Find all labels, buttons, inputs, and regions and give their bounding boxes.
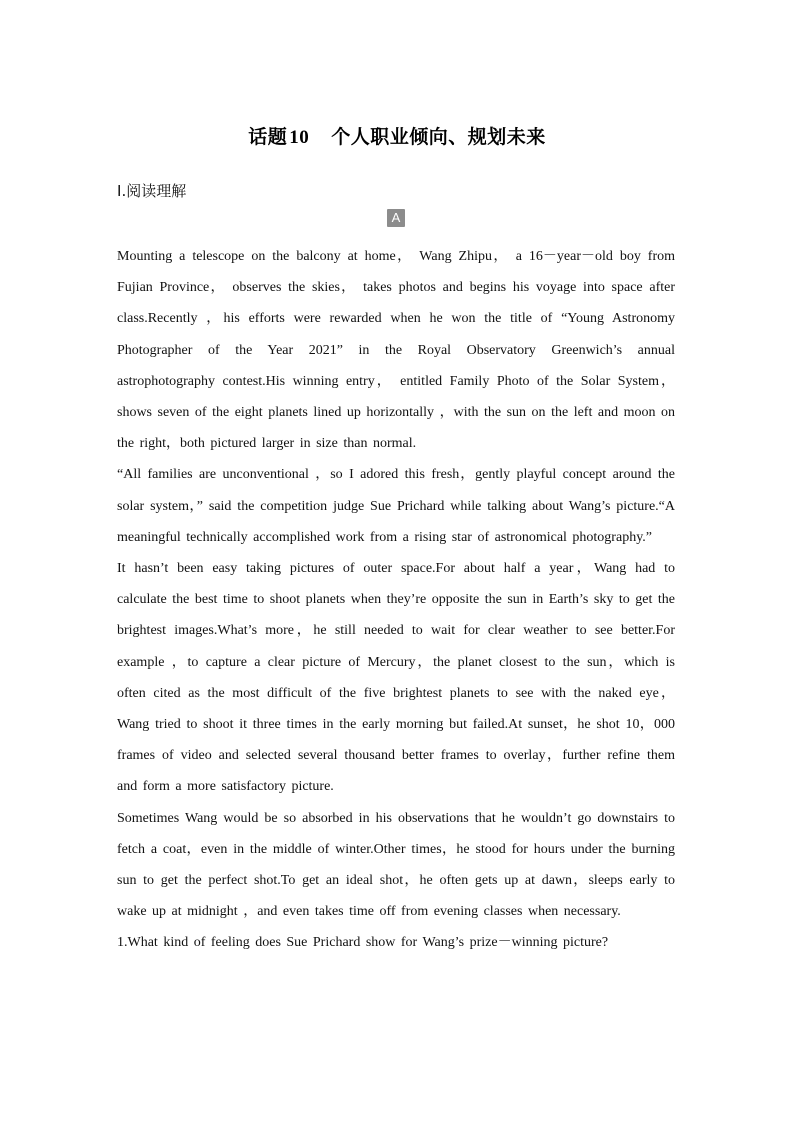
passage-paragraph-3: It hasn’t been easy taking pictures of outer space.For about half a year，Wang had to calculate the best time to shoot planets when they’re opposite the sun in Earth’s sky to get the brightest images.What’s more，he still needed to wait for clear weather to see better.For example ，to capture a clear picture of Mercury，the planet closest to the sun，which is often cited as the most difficult of the five brightest planets to see with the naked eye， Wang tried to shoot it three times in the early morning but failed.At sunset，he shot 10，000 frames of video and selected several thousand better frames to overlay，further refine them and form a more satisfactory picture. (117, 561, 675, 795)
title-number: 10 (289, 127, 310, 148)
title-text: 个人职业倾向、规划未来 (331, 126, 546, 148)
question-1: 1.What kind of feeling does Sue Prichard show for Wang’s prize－winning picture? (117, 935, 609, 951)
section-roman-numeral: Ⅰ (117, 184, 122, 200)
passage-paragraph-2: “All families are unconventional ，so I adored this fresh，gently playful concept around the solar system，” said the competition judge Sue Prichard while talking about Wang’s picture.“A meaningful technically accomplished work from a rising star of astronomical photography.” (117, 467, 675, 545)
passage-body (117, 241, 675, 959)
passage-paragraph-1: Mounting a telescope on the balcony at home， Wang Zhipu， a 16－year－old boy from Fujian Province， observes the skies， takes photos and begins his voyage into space after class.Recently ，his efforts were rewarded when he won the title of “Young Astronomy Photographer of the Year 2021” in the Royal Observatory Greenwich’s annual astrophotography contest.His winning entry， entitled Family Photo of the Solar System，shows seven of the eight planets lined up horizontally ，with the sun on the left and moon on the right，both pictured larger in size than normal. (117, 249, 675, 452)
section-label: .阅读理解 (121, 182, 187, 200)
passage-paragraph-4: Sometimes Wang would be so absorbed in his observations that he wouldn’t go downstairs to fetch a coat，even in the middle of winter.Other times，he stood for hours under the burning sun to get the perfect shot.To get an ideal shot，he often gets up at dawn，sleeps early to wake up at midnight ，and even takes time off from evening classes when necessary. (117, 810, 675, 920)
passage-label-badge: A (387, 209, 405, 227)
section-heading (117, 180, 186, 201)
title-prefix: 话题 (248, 126, 288, 148)
page-title (0, 122, 794, 149)
